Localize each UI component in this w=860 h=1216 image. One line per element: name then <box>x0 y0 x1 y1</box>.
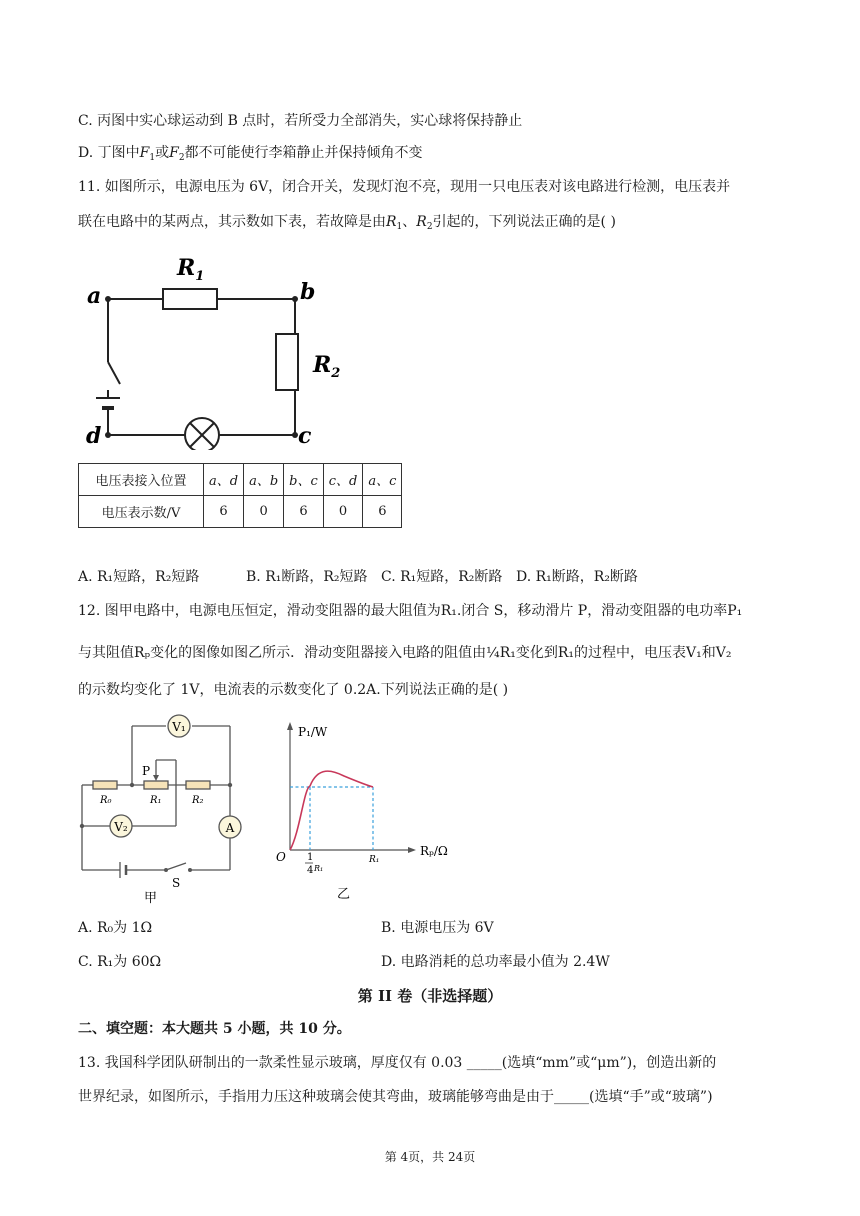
q11-node-c: c <box>298 423 312 449</box>
q12-slider-p: P <box>142 764 151 778</box>
q12-graph-tick1-num: 1 <box>307 852 314 863</box>
table-cell: 6 <box>363 496 402 528</box>
q12-option-a: A. R₀为 1Ω <box>78 920 153 936</box>
q12-graph-tick1-r: R₁ <box>314 864 324 873</box>
q12-graph-yi <box>270 716 460 908</box>
q11-circuit-diagram <box>80 250 360 450</box>
q11-option-c: C. R₁短路，R₂断路 <box>381 569 503 585</box>
q12-caption-jia: 甲 <box>144 891 158 906</box>
q12-ammeter-a: A <box>225 821 235 835</box>
q13-stem-line2: 世界纪录，如图所示，手指用力压这种玻璃会使其弯曲，玻璃能够弯曲是由于_____(选填“手”或“玻璃”) <box>78 1089 713 1105</box>
q12-graph-tick2: R₁ <box>369 855 380 865</box>
table-cell: c、d <box>323 464 363 496</box>
table-row <box>79 464 402 496</box>
q12-graph-origin: O <box>276 850 286 864</box>
q12-option-b: B. 电源电压为 6V <box>381 920 494 936</box>
q12-graph-ylabel: P₁/W <box>298 725 328 739</box>
table-row <box>79 496 402 528</box>
table-cell: a、c <box>363 464 402 496</box>
q11-stem-line1: 11. 如图所示，电源电压为 6V，闭合开关，发现灯泡不亮，现用一只电压表对该电路进行检测，电压表并 <box>78 179 731 195</box>
q11-stem-line2: 联在电路中的某两点，其示数如下表，若故障是由$R_1$、$R_2$引起的，下列说法正确的是( ) <box>78 214 616 232</box>
q13-stem-line1: 13. 我国科学团队研制出的一款柔性显示玻璃，厚度仅有 0.03 _____(选填“mm”或“μm”)，创造出新的 <box>78 1055 717 1071</box>
q11-node-d: d <box>86 423 102 449</box>
q12-graph-tick1-den: 4 <box>307 865 314 876</box>
q12-stem-line3: 的示数均变化了 1V，电流表的示数变化了 0.2A.下列说法正确的是( ) <box>78 682 509 698</box>
table-cell: b、c <box>284 464 324 496</box>
q11-option-d: D. R₁断路，R₂断路 <box>516 569 638 585</box>
q12-power-curve <box>290 771 373 850</box>
table-header-cell: 电压表示数/V <box>79 496 204 528</box>
q11-node-b: b <box>300 279 316 305</box>
q12-graph-xlabel: Rₚ/Ω <box>420 844 448 858</box>
table-header-cell: 电压表接入位置 <box>79 464 204 496</box>
q12-circuit-jia <box>74 712 250 908</box>
table-cell: a、d <box>204 464 244 496</box>
q12-switch-s: S <box>172 876 181 890</box>
q12-option-c: C. R₁为 60Ω <box>78 954 162 970</box>
table-cell: 0 <box>323 496 363 528</box>
table-cell: 0 <box>244 496 284 528</box>
q11-option-a: A. R₁短路，R₂短路 <box>78 569 200 585</box>
q12-stem-line2: 与其阻值Rₚ变化的图像如图乙所示．滑动变阻器接入电路的阻值由¼R₁变化到R₁的过程中，电压表V₁和V₂ <box>78 645 732 661</box>
q12-label-r2: R₂ <box>192 795 204 806</box>
table-cell: a、b <box>244 464 284 496</box>
page-footer: 第 4页，共 24页 <box>384 1150 476 1164</box>
q12-voltmeter-v1: V₁ <box>172 720 186 734</box>
q12-label-r1: R₁ <box>150 795 162 806</box>
q11-node-a: a <box>87 283 102 309</box>
q12-stem-line1: 12. 图甲电路中，电源电压恒定，滑动变阻器的最大阻值为R₁.闭合 S，移动滑片 P，滑动变阻器的电功率P₁ <box>78 603 743 619</box>
table-cell: 6 <box>204 496 244 528</box>
q12-caption-yi: 乙 <box>337 887 351 902</box>
q12-label-r0: R₀ <box>100 795 112 806</box>
q10-option-d: D. 丁图中$F_1$或$F_2$都不可能使行李箱静止并保持倾角不变 <box>78 145 423 163</box>
table-cell: 6 <box>284 496 324 528</box>
q10-option-c: C. 丙图中实心球运动到 B 点时，若所受力全部消失，实心球将保持静止 <box>78 113 523 129</box>
q11-voltage-table <box>78 463 402 528</box>
q11-option-b: B. R₁断路，R₂短路 <box>246 569 368 585</box>
q12-option-d: D. 电路消耗的总功率最小值为 2.4W <box>381 954 610 970</box>
q11-label-r1: $R_1$ <box>177 255 205 284</box>
q11-label-r2: $R_2$ <box>313 352 341 381</box>
section-title: 第 II 卷（非选择题） <box>357 987 503 1005</box>
section-heading: 二、填空题：本大题共 5 小题，共 10 分。 <box>78 1021 351 1037</box>
q12-voltmeter-v2: V₂ <box>114 820 128 834</box>
